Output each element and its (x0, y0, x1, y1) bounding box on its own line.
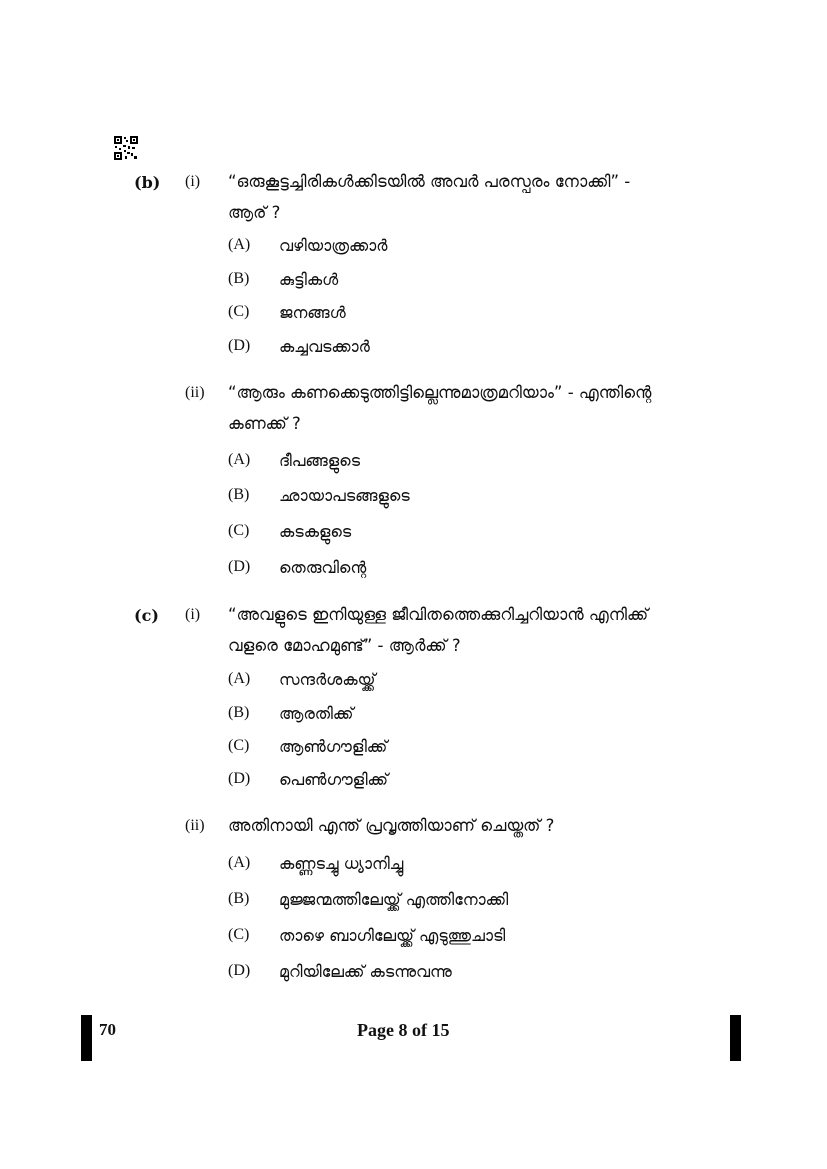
option-letter: (A) (228, 854, 251, 871)
option-letter: (D) (228, 770, 251, 787)
option-text: ദീപങ്ങളുടെ (279, 451, 360, 470)
option-text: പെൺഗൗളിക്ക് (279, 770, 389, 789)
option-letter: (C) (228, 737, 250, 754)
option-letter: (D) (228, 962, 251, 979)
option-text: മുജ്ജന്മത്തിലേയ്ക്ക് എത്തിനോക്കി (279, 890, 509, 909)
right-margin-bar (730, 1015, 741, 1061)
option-text: മുറിയിലേക്ക് കടന്നുവന്നു (279, 962, 452, 981)
question-text-line1: അതിനായി എന്ത് പ്രവൃത്തിയാണ് ചെയ്തത് ? (228, 816, 555, 835)
option-letter: (B) (228, 704, 250, 721)
option-text: കച്ചവടക്കാർ (279, 337, 370, 356)
option-text: താഴെ ബാഗിലേയ്ക്ക് എടുത്തുചാടി (279, 926, 506, 945)
question-number: (ii) (185, 384, 205, 401)
option-text: ജനങ്ങൾ (279, 303, 346, 322)
option-text: തെരുവിന്റെ (279, 558, 367, 577)
option-letter: (B) (228, 486, 250, 503)
option-text: ആൺഗൗളിക്ക് (279, 737, 388, 756)
option-text: വഴിയാത്രക്കാർ (279, 236, 388, 255)
left-margin-bar (81, 1015, 92, 1061)
question-number: (ii) (185, 817, 205, 834)
option-letter: (C) (228, 926, 250, 943)
option-letter: (D) (228, 558, 251, 575)
question-text-line2: ആര് ? (228, 203, 281, 222)
page-number: Page 8 of 15 (357, 1020, 450, 1040)
question-text-line1: “അവളുടെ ഇനിയുള്ള ജീവിതത്തെക്കുറിച്ചറിയാൻ എനിക്ക് (228, 605, 649, 624)
question-text-line1: “ആരും കണക്കെടുത്തിട്ടില്ലെന്നുമാത്രമറിയാം” - എന്തിന്റെ (228, 383, 652, 402)
option-text: സന്ദർശകയ്ക്ക് (279, 670, 376, 689)
option-text: കണ്ണടച്ചു ധ്യാനിച്ചു (279, 854, 404, 873)
section-label-b: (b) (134, 173, 161, 192)
option-letter: (C) (228, 522, 250, 539)
qr-code-icon (114, 136, 138, 160)
option-letter: (A) (228, 670, 251, 687)
option-letter: (C) (228, 303, 250, 320)
paper-code: 70 (99, 1020, 116, 1039)
question-number: (i) (185, 606, 201, 623)
option-letter: (A) (228, 236, 251, 253)
option-letter: (B) (228, 270, 250, 287)
question-text-line2: വളരെ മോഹമുണ്ട്” - ആർക്ക് ? (228, 636, 461, 655)
option-text: കുട്ടികൾ (279, 270, 339, 289)
option-letter: (A) (228, 451, 251, 468)
question-text-line1: “ഒരുകൂട്ടച്ചിരികൾക്കിടയിൽ അവർ പരസ്പരം നോക്കി” - (228, 172, 631, 191)
section-label-c: (c) (134, 606, 159, 625)
option-text: ആരതിക്ക് (279, 704, 354, 723)
option-text: കടകളുടെ (279, 522, 352, 541)
option-letter: (D) (228, 337, 251, 354)
option-text: ഛായാപടങ്ങളുടെ (279, 486, 410, 505)
question-text-line2: കണക്ക് ? (228, 414, 301, 433)
question-number: (i) (185, 173, 201, 190)
option-letter: (B) (228, 890, 250, 907)
